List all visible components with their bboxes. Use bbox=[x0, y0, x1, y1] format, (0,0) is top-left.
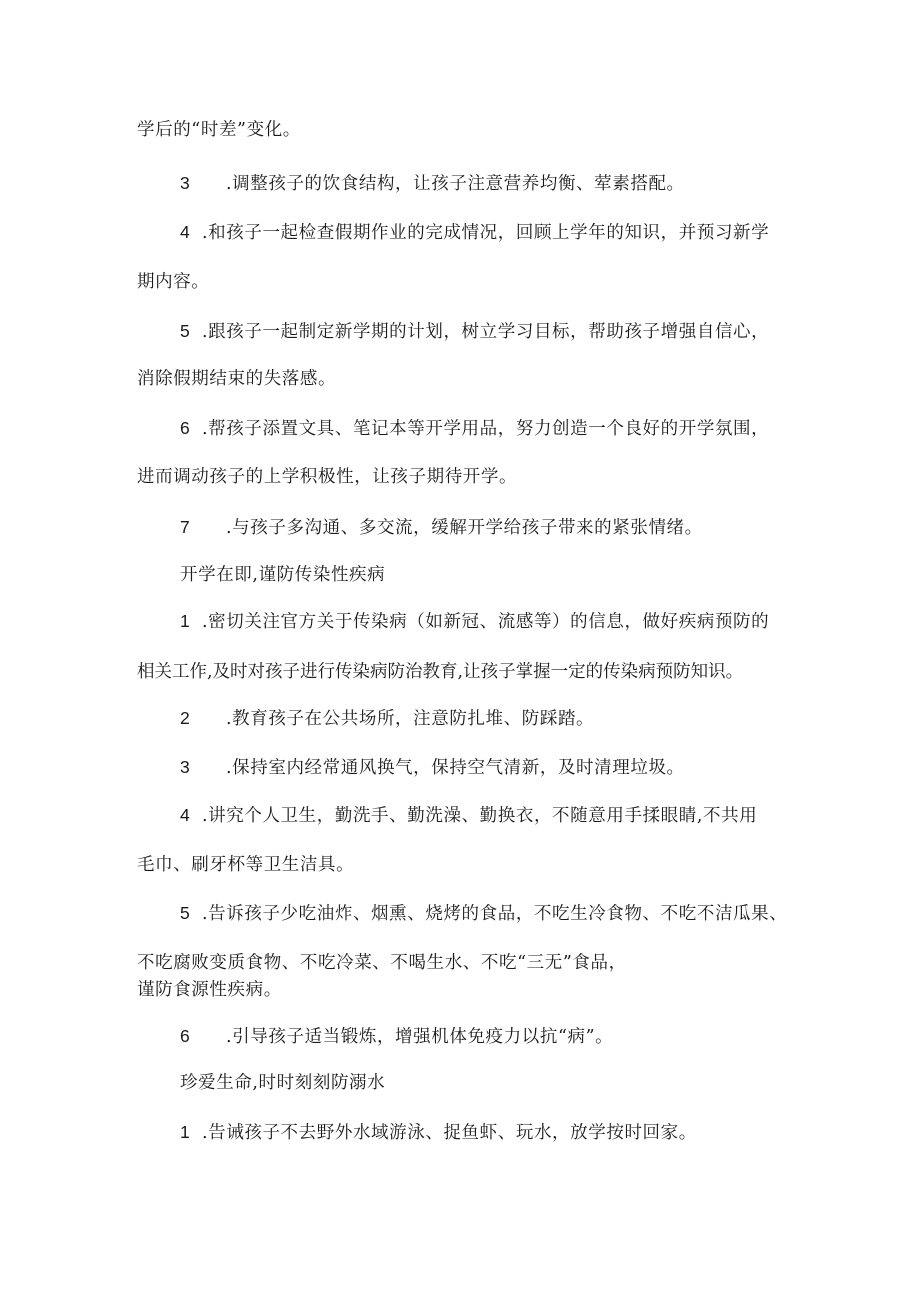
paragraph-line bbox=[137, 951, 627, 975]
line-text: 学后的“时差”变化。 bbox=[137, 120, 301, 140]
list-item bbox=[180, 515, 703, 540]
line-text: .和孩子一起检查假期作业的完成情况，回顾上学年的知识，并预习新学 bbox=[202, 223, 770, 243]
list-number: 4 bbox=[180, 222, 191, 242]
line-text: 相关工作,及时对孩子进行传染病防治教育,让孩子掌握一定的传染病预防知识。 bbox=[137, 662, 744, 682]
paragraph-line bbox=[137, 978, 282, 1002]
paragraph-line bbox=[137, 465, 517, 489]
list-item bbox=[180, 1024, 613, 1049]
list-item bbox=[180, 901, 787, 926]
list-item bbox=[180, 416, 769, 441]
line-text: .调整孩子的饮食结构，让孩子注意营养均衡、荤素搭配。 bbox=[226, 174, 685, 194]
list-item bbox=[180, 1120, 697, 1145]
list-number: 6 bbox=[180, 1026, 191, 1046]
list-number: 5 bbox=[180, 321, 191, 341]
paragraph-line bbox=[137, 660, 743, 684]
list-item bbox=[180, 220, 769, 245]
line-text: .讲究个人卫生，勤洗手、勤洗澡、勤换衣，不随意用手揉眼睛,不共用 bbox=[202, 806, 758, 826]
line-text: .教育孩子在公共场所，注意防扎堆、防踩踏。 bbox=[226, 709, 595, 729]
list-number: 6 bbox=[180, 418, 191, 438]
list-item bbox=[180, 706, 594, 731]
paragraph-line bbox=[137, 270, 209, 294]
paragraph-line bbox=[137, 853, 354, 877]
list-item bbox=[180, 171, 685, 196]
line-text: .帮孩子添置文具、笔记本等开学用品，努力创造一个良好的开学氛围， bbox=[202, 419, 770, 439]
list-item bbox=[180, 609, 769, 634]
line-text: 消除假期结束的失落感。 bbox=[137, 369, 337, 389]
list-number: 3 bbox=[180, 173, 191, 193]
line-text: .引导孩子适当锻炼，增强机体免疫力以抗“病”。 bbox=[226, 1027, 614, 1047]
list-number: 5 bbox=[180, 903, 191, 923]
line-text: .告诫孩子不去野外水域游泳、捉鱼虾、玩水，放学按时回家。 bbox=[202, 1123, 697, 1143]
line-text: 进而调动孩子的上学积极性，让孩子期待开学。 bbox=[137, 467, 518, 487]
section-heading bbox=[180, 563, 385, 587]
list-item bbox=[180, 319, 769, 344]
line-text: .告诉孩子少吃油炸、烟熏、烧烤的食品，不吃生冷食物、不吃不洁瓜果、 bbox=[202, 904, 788, 924]
list-item bbox=[180, 803, 757, 828]
list-number: 7 bbox=[180, 517, 191, 537]
line-text: .保持室内经常通风换气，保持空气清新，及时清理垃圾。 bbox=[226, 758, 685, 778]
line-text: 毛巾、刷牙杯等卫生洁具。 bbox=[137, 855, 355, 875]
line-text: 开学在即,谨防传染性疾病 bbox=[180, 565, 386, 585]
line-text: 不吃腐败变质食物、不吃冷菜、不喝生水、不吃“三无”食品， bbox=[137, 953, 627, 973]
list-number: 2 bbox=[180, 708, 191, 728]
list-number: 1 bbox=[180, 611, 191, 631]
paragraph-line bbox=[137, 118, 301, 142]
list-number: 1 bbox=[180, 1122, 191, 1142]
list-item bbox=[180, 755, 685, 780]
line-text: .跟孩子一起制定新学期的计划，树立学习目标，帮助孩子增强自信心， bbox=[202, 322, 770, 342]
section-heading bbox=[180, 1071, 385, 1095]
line-text: .密切关注官方关于传染病（如新冠、流感等）的信息，做好疾病预防的 bbox=[202, 612, 770, 632]
list-number: 4 bbox=[180, 805, 191, 825]
paragraph-line bbox=[137, 367, 336, 391]
line-text: 珍爱生命,时时刻刻防溺水 bbox=[180, 1073, 386, 1093]
line-text: .与孩子多沟通、多交流，缓解开学给孩子带来的紧张情绪。 bbox=[226, 518, 703, 538]
list-number: 3 bbox=[180, 757, 191, 777]
line-text: 期内容。 bbox=[137, 272, 210, 292]
line-text: 谨防食源性疾病。 bbox=[137, 980, 282, 1000]
